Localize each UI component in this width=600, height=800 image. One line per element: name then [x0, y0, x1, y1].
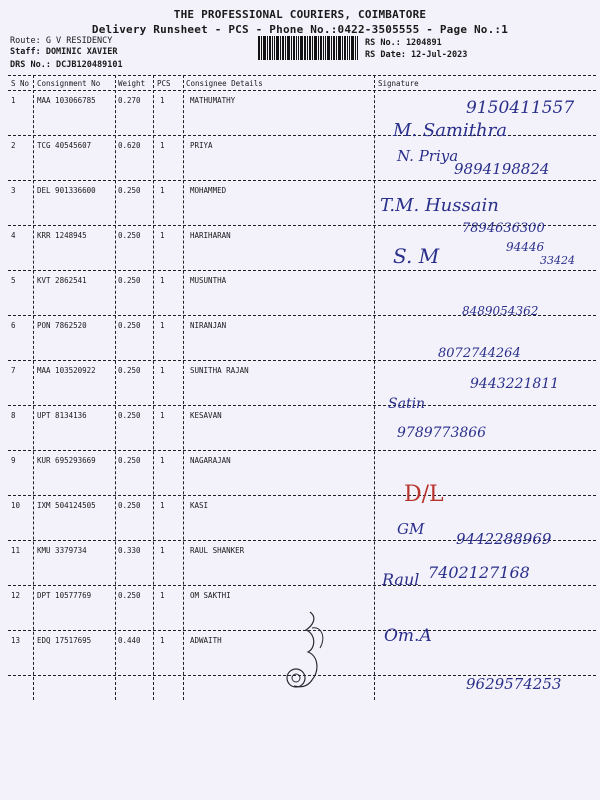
- barcode-image: [258, 36, 358, 60]
- handwritten-signature: 8072744264: [438, 346, 521, 361]
- handwritten-signature: 9894198824: [454, 160, 550, 178]
- handwritten-signature: N. Priya: [397, 147, 459, 165]
- handwritten-signature: 7402127168: [428, 563, 530, 582]
- table-top-rule: [8, 75, 596, 76]
- row-consignee: NAGARAJAN: [190, 456, 231, 465]
- column-divider: [153, 75, 154, 700]
- row-sno: 1: [11, 96, 16, 105]
- row-sno: 10: [11, 501, 21, 510]
- handwritten-signature: 9789773866: [397, 425, 487, 441]
- row-consignment: IXM 504124505: [37, 501, 96, 510]
- row-pcs: 1: [160, 141, 165, 150]
- row-weight: 0.250: [118, 321, 141, 330]
- row-pcs: 1: [160, 591, 165, 600]
- col-header-sno: S No: [11, 79, 30, 88]
- row-weight: 0.330: [118, 546, 141, 555]
- row-sno: 6: [11, 321, 16, 330]
- row-consignee: MUSUNTHA: [190, 276, 227, 285]
- row-pcs: 1: [160, 231, 165, 240]
- row-sno: 8: [11, 411, 16, 420]
- column-divider: [115, 75, 116, 700]
- col-header-signature: Signature: [378, 79, 419, 88]
- row-sno: 13: [11, 636, 21, 645]
- row-consignee: RAUL SHANKER: [190, 546, 245, 555]
- handwritten-signature: S. M: [393, 244, 440, 268]
- om-symbol-drawing: [282, 608, 332, 698]
- row-sno: 11: [11, 546, 21, 555]
- row-consignment: MAA 103520922: [37, 366, 96, 375]
- row-consignee: ADWAITH: [190, 636, 222, 645]
- column-divider: [33, 75, 34, 700]
- handwritten-signature: 7894636300: [462, 221, 545, 236]
- row-consignee: SUNITHA RAJAN: [190, 366, 249, 375]
- row-consignment: MAA 103066785: [37, 96, 96, 105]
- row-consignee: HARIHARAN: [190, 231, 231, 240]
- row-weight: 0.250: [118, 276, 141, 285]
- row-consignment: TCG 40545607: [37, 141, 92, 150]
- col-header-weight: Weight: [118, 79, 146, 88]
- row-rule: [8, 135, 596, 136]
- row-consignment: KMU 3379734: [37, 546, 87, 555]
- row-consignment: EDQ 17517695: [37, 636, 92, 645]
- row-pcs: 1: [160, 456, 165, 465]
- handwritten-signature: M. Samithra: [393, 120, 507, 141]
- row-rule: [8, 405, 596, 406]
- row-consignee: NIRANJAN: [190, 321, 227, 330]
- rs-no-label: RS No.: 1204891: [365, 38, 442, 48]
- col-header-pcs: PCS: [157, 79, 171, 88]
- row-weight: 0.250: [118, 411, 141, 420]
- col-header-consignment: Consignment No: [37, 79, 101, 88]
- row-consignment: DEL 901336600: [37, 186, 96, 195]
- row-pcs: 1: [160, 411, 165, 420]
- row-sno: 3: [11, 186, 16, 195]
- row-rule: [8, 450, 596, 451]
- row-consignment: KRR 1248945: [37, 231, 87, 240]
- row-weight: 0.250: [118, 186, 141, 195]
- row-pcs: 1: [160, 96, 165, 105]
- handwritten-signature: 8489054362: [462, 304, 539, 318]
- row-consignment: KUR 695293669: [37, 456, 96, 465]
- row-sno: 5: [11, 276, 16, 285]
- row-consignment: DPT 10577769: [37, 591, 92, 600]
- handwritten-signature: Satin: [388, 396, 426, 412]
- row-pcs: 1: [160, 321, 165, 330]
- handwritten-signature: Om.A: [384, 626, 432, 646]
- staff-label: Staff: DOMINIC XAVIER: [10, 47, 118, 57]
- drs-label: DRS No.: DCJB120489101: [10, 60, 123, 70]
- header-rule: [8, 90, 596, 91]
- row-sno: 2: [11, 141, 16, 150]
- row-pcs: 1: [160, 366, 165, 375]
- row-pcs: 1: [160, 501, 165, 510]
- column-divider: [374, 75, 375, 700]
- company-title: THE PROFESSIONAL COURIERS, COIMBATORE: [173, 8, 427, 21]
- row-rule: [8, 270, 596, 271]
- row-consignee: OM SAKTHI: [190, 591, 231, 600]
- row-weight: 0.270: [118, 96, 141, 105]
- rs-date-label: RS Date: 12-Jul-2023: [365, 50, 468, 60]
- row-pcs: 1: [160, 276, 165, 285]
- row-sno: 4: [11, 231, 16, 240]
- handwritten-signature: Raul: [382, 570, 420, 589]
- handwritten-signature: GM: [397, 520, 425, 538]
- handwritten-signature: D/L: [404, 482, 444, 507]
- row-weight: 0.250: [118, 366, 141, 375]
- row-pcs: 1: [160, 636, 165, 645]
- row-sno: 12: [11, 591, 21, 600]
- row-weight: 0.250: [118, 501, 141, 510]
- handwritten-signature: T.M. Hussain: [380, 195, 499, 216]
- col-header-consignee: Consignee Details: [186, 79, 263, 88]
- row-rule: [8, 585, 596, 586]
- row-consignee: PRIYA: [190, 141, 213, 150]
- row-pcs: 1: [160, 186, 165, 195]
- column-divider: [183, 75, 184, 700]
- row-consignee: MOHAMMED: [190, 186, 227, 195]
- row-weight: 0.250: [118, 456, 141, 465]
- handwritten-signature: 9629574253: [466, 675, 562, 693]
- row-weight: 0.620: [118, 141, 141, 150]
- row-weight: 0.250: [118, 231, 141, 240]
- row-sno: 7: [11, 366, 16, 375]
- handwritten-signature: 9443221811: [470, 376, 560, 392]
- row-consignment: UPT 8134136: [37, 411, 87, 420]
- row-consignee: MATHUMATHY: [190, 96, 236, 105]
- runsheet-title: Delivery Runsheet - PCS - Phone No.:0422-3505555 - Page No.:1: [91, 23, 509, 36]
- handwritten-signature: 94446: [506, 240, 545, 254]
- route-label: Route: G V RESIDENCY: [10, 36, 113, 46]
- handwritten-signature: 9150411557: [466, 98, 575, 118]
- row-consignee: KESAVAN: [190, 411, 222, 420]
- row-rule: [8, 180, 596, 181]
- row-consignee: KASI: [190, 501, 209, 510]
- row-consignment: KVT 2862541: [37, 276, 87, 285]
- row-rule: [8, 495, 596, 496]
- row-pcs: 1: [160, 546, 165, 555]
- handwritten-signature: 9442288969: [456, 530, 552, 548]
- row-consignment: PON 7862520: [37, 321, 87, 330]
- row-sno: 9: [11, 456, 16, 465]
- row-weight: 0.250: [118, 591, 141, 600]
- row-weight: 0.440: [118, 636, 141, 645]
- handwritten-signature: 33424: [540, 254, 575, 267]
